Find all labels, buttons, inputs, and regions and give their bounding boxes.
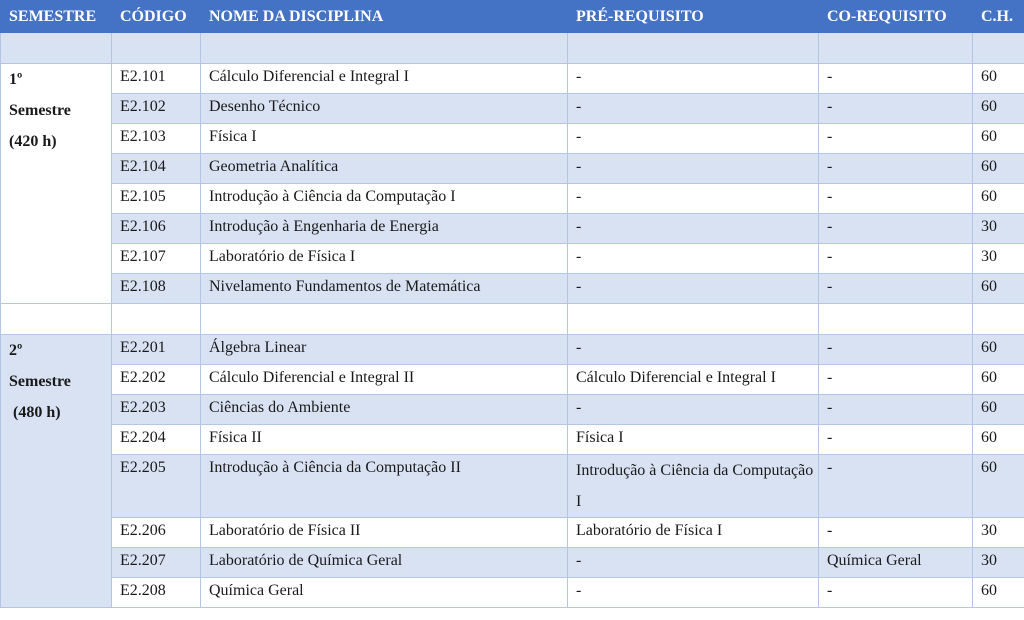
pre-cell: - [568,244,819,274]
nome-cell: Química Geral [201,578,568,608]
codigo-cell: E2.207 [112,548,201,578]
table-header-row [1,1,1024,33]
nome-cell: Introdução à Ciência da Computação I [201,184,568,214]
pre-cell: - [568,64,819,94]
pre-cell: - [568,274,819,304]
table-row [1,244,1024,274]
table-row [1,64,1024,94]
co-cell: - [819,518,973,548]
ch-cell: 30 [973,214,1024,244]
ch-cell: 60 [973,94,1024,124]
co-cell: - [819,425,973,455]
co-cell: - [819,274,973,304]
codigo-cell: E2.104 [112,154,201,184]
co-cell: - [819,365,973,395]
co-cell: - [819,335,973,365]
table-row [1,94,1024,124]
pre-cell: - [568,335,819,365]
spacer-row [1,33,1024,64]
co-cell: Química Geral [819,548,973,578]
nome-cell: Laboratório de Física II [201,518,568,548]
table-row [1,184,1024,214]
table-row [1,455,1024,518]
pre-cell: Cálculo Diferencial e Integral I [568,365,819,395]
table-row [1,154,1024,184]
table-row [1,365,1024,395]
nome-cell: Álgebra Linear [201,335,568,365]
ch-cell: 60 [973,274,1024,304]
ch-cell: 60 [973,365,1024,395]
nome-cell: Desenho Técnico [201,94,568,124]
header-nome: NOME DA DISCIPLINA [201,1,568,33]
semester-1-label: 1º Semestre (420 h) [1,64,112,304]
header-codigo: CÓDIGO [112,1,201,33]
ch-cell: 30 [973,518,1024,548]
table-row [1,518,1024,548]
codigo-cell: E2.208 [112,578,201,608]
ch-cell: 60 [973,578,1024,608]
ch-cell: 60 [973,425,1024,455]
codigo-cell: E2.204 [112,425,201,455]
nome-cell: Laboratório de Química Geral [201,548,568,578]
table-row [1,274,1024,304]
semester-2-label: 2º Semestre (480 h) [1,335,112,608]
nome-cell: Ciências do Ambiente [201,395,568,425]
codigo-cell: E2.202 [112,365,201,395]
header-co-requisito: CO-REQUISITO [819,1,973,33]
co-cell: - [819,94,973,124]
nome-cell: Cálculo Diferencial e Integral I [201,64,568,94]
co-cell: - [819,64,973,94]
nome-cell: Introdução à Ciência da Computação II [201,455,568,518]
ch-cell: 60 [973,64,1024,94]
codigo-cell: E2.201 [112,335,201,365]
nome-cell: Geometria Analítica [201,154,568,184]
ch-cell: 60 [973,184,1024,214]
co-cell: - [819,395,973,425]
co-cell: - [819,214,973,244]
table-row [1,124,1024,154]
table-row [1,335,1024,365]
nome-cell: Laboratório de Física I [201,244,568,274]
pre-cell: Introdução à Ciência da Computação I [568,455,819,518]
pre-cell: - [568,184,819,214]
co-cell: - [819,578,973,608]
ch-cell: 60 [973,335,1024,365]
spacer-row [1,304,1024,335]
codigo-cell: E2.106 [112,214,201,244]
nome-cell: Nivelamento Fundamentos de Matemática [201,274,568,304]
pre-cell: - [568,124,819,154]
codigo-cell: E2.107 [112,244,201,274]
header-semestre: SEMESTRE [1,1,112,33]
table-row [1,395,1024,425]
nome-cell: Cálculo Diferencial e Integral II [201,365,568,395]
codigo-cell: E2.101 [112,64,201,94]
ch-cell: 30 [973,244,1024,274]
ch-cell: 30 [973,548,1024,578]
pre-cell: - [568,548,819,578]
header-pre-requisito: PRÉ-REQUISITO [568,1,819,33]
table-row [1,425,1024,455]
pre-cell: - [568,395,819,425]
ch-cell: 60 [973,395,1024,425]
codigo-cell: E2.205 [112,455,201,518]
ch-cell: 60 [973,124,1024,154]
pre-cell: Física I [568,425,819,455]
pre-cell: Laboratório de Física I [568,518,819,548]
codigo-cell: E2.102 [112,94,201,124]
header-ch: C.H. [973,1,1024,33]
pre-cell: - [568,578,819,608]
table-row [1,578,1024,608]
table-row [1,548,1024,578]
co-cell: - [819,124,973,154]
pre-cell: - [568,214,819,244]
codigo-cell: E2.105 [112,184,201,214]
nome-cell: Introdução à Engenharia de Energia [201,214,568,244]
codigo-cell: E2.103 [112,124,201,154]
co-cell: - [819,244,973,274]
table-row [1,214,1024,244]
codigo-cell: E2.203 [112,395,201,425]
pre-cell: - [568,94,819,124]
ch-cell: 60 [973,455,1024,518]
codigo-cell: E2.206 [112,518,201,548]
pre-cell: - [568,154,819,184]
nome-cell: Física I [201,124,568,154]
co-cell: - [819,455,973,518]
nome-cell: Física II [201,425,568,455]
codigo-cell: E2.108 [112,274,201,304]
ch-cell: 60 [973,154,1024,184]
co-cell: - [819,154,973,184]
co-cell: - [819,184,973,214]
